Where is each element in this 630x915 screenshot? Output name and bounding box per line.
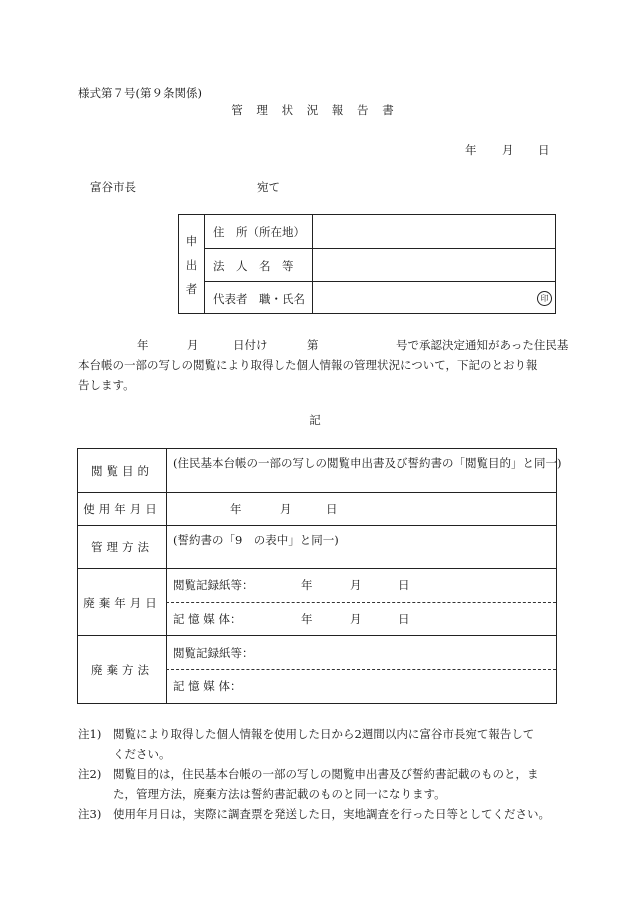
use-date-day: 日 bbox=[326, 502, 338, 516]
document-title: 管 理 状 況 報 告 書 bbox=[231, 103, 399, 117]
management-label: 管理方法 bbox=[91, 540, 153, 554]
body-text-line3: 告します。 bbox=[78, 378, 135, 392]
disposal-records-month: 月 bbox=[350, 578, 362, 592]
side-char: 申 bbox=[185, 234, 198, 248]
corporation-name-label: 法 人 名 等 bbox=[213, 259, 294, 273]
representative-label: 代表者 職・氏名 bbox=[213, 292, 305, 306]
disposal-media-year: 年 bbox=[301, 612, 313, 626]
note-line: た，管理方法，廃棄方法は誓約書記載のものと同一になります。 bbox=[113, 787, 446, 801]
purpose-label: 閲覧目的 bbox=[91, 464, 153, 478]
header-month: 月 bbox=[502, 143, 514, 157]
note-item bbox=[78, 764, 558, 804]
divider bbox=[78, 525, 556, 526]
seal-mark: 印 bbox=[537, 291, 552, 306]
note-tag: 注1) bbox=[78, 727, 102, 741]
divider bbox=[78, 635, 556, 636]
method-records-label: 閲覧記録紙等： bbox=[173, 646, 254, 660]
disposal-date-label: 廃棄年月日 bbox=[83, 596, 161, 610]
body-year: 年 bbox=[137, 338, 149, 352]
use-date-label: 使用年月日 bbox=[83, 502, 161, 516]
disposal-media-day: 日 bbox=[398, 612, 410, 626]
disposal-method-label: 廃棄方法 bbox=[91, 663, 153, 677]
disposal-records-day: 日 bbox=[398, 578, 410, 592]
divider bbox=[204, 281, 555, 282]
form-number-label: 様式第７号(第９条関係) bbox=[78, 86, 202, 100]
ki-heading: 記 bbox=[309, 413, 321, 427]
use-date-month: 月 bbox=[280, 502, 292, 516]
report-body bbox=[78, 335, 569, 395]
management-value: (誓約書の「9 の表中」と同一) bbox=[173, 533, 339, 547]
divider bbox=[78, 492, 556, 493]
note-line: 閲覧目的は，住民基本台帳の一部の写しの閲覧申出書及び誓約書記載のものと，ま bbox=[113, 767, 539, 781]
divider bbox=[78, 568, 556, 569]
side-char: 者 bbox=[185, 282, 198, 296]
applicant-table bbox=[178, 214, 556, 314]
method-media-label: 記 憶 媒 体： bbox=[173, 679, 242, 693]
note-item bbox=[78, 804, 558, 824]
header-year: 年 bbox=[465, 143, 477, 157]
disposal-media-label: 記 憶 媒 体： bbox=[173, 612, 242, 626]
divider bbox=[312, 215, 313, 313]
body-text-line1: 号で承認決定通知があった住民基 bbox=[396, 338, 569, 352]
note-tag: 注2) bbox=[78, 767, 102, 781]
divider bbox=[204, 248, 555, 249]
note-tag: 注3) bbox=[78, 807, 102, 821]
note-line: ください。 bbox=[113, 747, 171, 761]
divider bbox=[204, 215, 205, 313]
notes-section bbox=[78, 724, 558, 824]
divider bbox=[166, 449, 167, 703]
dashed-divider bbox=[166, 669, 556, 670]
purpose-value: (住民基本台帳の一部の写しの閲覧申出書及び誓約書の「閲覧目的」と同一) bbox=[173, 456, 562, 470]
body-no-prefix: 第 bbox=[307, 338, 319, 352]
disposal-records-year: 年 bbox=[301, 578, 313, 592]
disposal-media-month: 月 bbox=[350, 612, 362, 626]
address-label: 住 所（所在地） bbox=[213, 225, 305, 239]
side-char: 出 bbox=[185, 258, 198, 272]
addressee-name: 富谷市長 bbox=[90, 180, 136, 194]
use-date-year: 年 bbox=[230, 502, 242, 516]
body-dated: 日付け bbox=[233, 338, 268, 352]
note-item bbox=[78, 724, 558, 764]
header-day: 日 bbox=[538, 143, 550, 157]
note-line: 閲覧により取得した個人情報を使用した日から2週間以内に富谷市長宛て報告して bbox=[113, 727, 535, 741]
body-text-line2: 本台帳の一部の写しの閲覧により取得した個人情報の管理状況について，下記のとおり報 bbox=[78, 358, 538, 372]
note-line: 使用年月日は，実際に調査票を発送した日，実地調査を行った日等としてください。 bbox=[113, 807, 550, 821]
dashed-divider bbox=[166, 602, 556, 603]
addressee-suffix: 宛て bbox=[257, 180, 280, 194]
management-table bbox=[77, 448, 562, 704]
body-month: 月 bbox=[187, 338, 199, 352]
applicant-side-label bbox=[179, 229, 204, 301]
disposal-records-label: 閲覧記録紙等： bbox=[173, 578, 254, 592]
